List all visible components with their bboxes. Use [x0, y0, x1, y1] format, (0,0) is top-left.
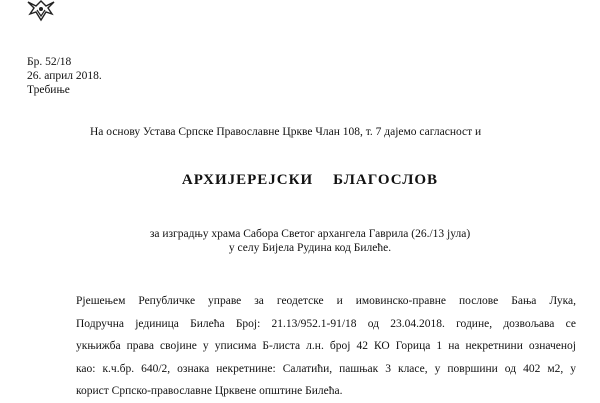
document-date: 26. април 2018. [27, 70, 102, 82]
document-place: Требиње [27, 84, 70, 96]
body-paragraph [76, 290, 576, 403]
document-title [0, 172, 600, 189]
body-line: као: к.ч.бр. 640/2, ознака некретнине: Салатићи, пашњак 3 класе, у површини од 402 м2, у [76, 362, 576, 375]
title-word-2: БЛАГОСЛОВ [333, 172, 439, 188]
subtitle-line-2: у селу Бијела Рудина код Билеће. [228, 242, 392, 254]
subtitle-line-1: за изградњу храма Сабора Светог архангела Гаврила (26./13 јула) [149, 228, 471, 240]
intro-text: На основу Устава Српске Православне Цркве Члан 108, т. 7 дајемо сагласност и [90, 126, 482, 138]
body-line: Подручна јединица Билећа Број: 21.13/952.1-91/18 од 23.04.2018. године, дозвољава се [76, 317, 576, 330]
title-word-1: АРХИЈЕРЕЈСКИ [181, 172, 314, 188]
reference-number: Бр. 52/18 [27, 56, 72, 68]
body-line: корист Српско-православне Црквене општине Билећа. [76, 385, 343, 397]
body-line: Рјешењем Републичке управе за геодетске и имовинско-правне послове Бања Лука, [76, 295, 576, 307]
coat-of-arms-icon [24, 0, 58, 22]
body-line: укњижба права својине у уписима Б-листа л.н. број 42 КО Горица 1 на некретнини означеној [76, 340, 576, 352]
